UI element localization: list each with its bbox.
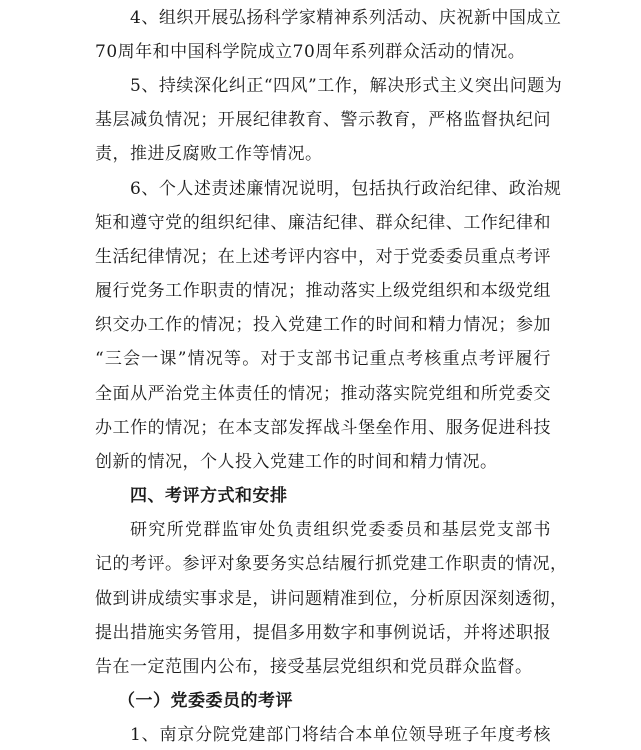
- item-5-line-2: 基层减负情况；开展纪律教育、警示教育，严格监督执纪问: [95, 110, 551, 130]
- subheading: （一）党委委员的考评: [118, 691, 293, 711]
- item-6-line-2: 矩和遵守党的组织纪律、廉洁纪律、群众纪律、工作纪律和: [95, 213, 551, 233]
- item-4-line-2: 70周年和中国科学院成立70周年系列群众活动的情况。: [95, 42, 526, 62]
- item-6-line-7: 全面从严治党主体责任的情况；推动落实院党组和所党委交: [95, 384, 551, 404]
- section-paragraph-line-3: 做到讲成绩实事求是，讲问题精准到位，分析原因深刻透彻，: [95, 589, 568, 609]
- item-4-line-1: 4、组织开展弘扬科学家精神系列活动、庆祝新中国成立: [130, 8, 562, 28]
- item-6-line-8: 办工作的情况；在本支部发挥战斗堡垒作用、服务促进科技: [95, 418, 551, 438]
- item-6-line-9: 创新的情况，个人投入党建工作的时间和精力情况。: [95, 452, 498, 472]
- item-6-line-6: “三会一课”情况等。对于支部书记重点考核重点考评履行: [95, 349, 551, 369]
- item-6-line-4: 履行党务工作职责的情况；推动落实上级党组织和本级党组: [95, 281, 551, 301]
- item-6-line-1: 6、个人述责述廉情况说明，包括执行政治纪律、政治规: [130, 179, 562, 199]
- section-paragraph-line-5: 告在一定范围内公布，接受基层党组织和党员群众监督。: [95, 657, 533, 677]
- section-paragraph-line-4: 提出措施实务管用，提倡多用数字和事例说话，并将述职报: [95, 623, 551, 643]
- item-5-line-1: 5、持续深化纠正“四风”工作，解决形式主义突出问题为: [130, 76, 563, 96]
- item-5-line-3: 责，推进反腐败工作等情况。: [95, 144, 323, 164]
- item-6-line-5: 织交办工作的情况；投入党建工作的时间和精力情况；参加: [95, 315, 551, 335]
- item-1-line-1: 1、南京分院党建部门将结合本单位领导班子年度考核: [130, 725, 551, 745]
- section-heading: 四、考评方式和安排: [130, 486, 288, 506]
- section-paragraph-line-2: 记的考评。参评对象要务实总结履行抓党建工作职责的情况，: [95, 554, 568, 574]
- item-6-line-3: 生活纪律情况；在上述考评内容中，对于党委委员重点考评: [95, 247, 551, 267]
- section-paragraph-line-1: 研究所党群监审处负责组织党委委员和基层党支部书: [130, 520, 551, 540]
